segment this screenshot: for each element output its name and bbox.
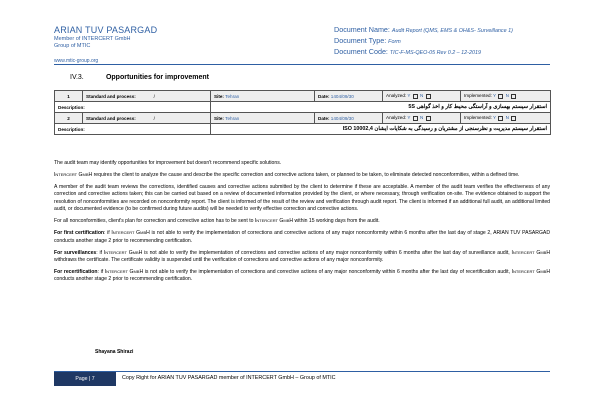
implemented-yes-checkbox[interactable] xyxy=(498,116,503,121)
site-label: Site: xyxy=(214,115,224,121)
first-certification-label: For first certification xyxy=(54,230,105,237)
site-value: Tehran xyxy=(225,93,240,99)
date-value: 1404/09/30 xyxy=(330,93,354,99)
yes-label: Y xyxy=(493,115,497,121)
table-row xyxy=(55,91,551,102)
copyright-text: Copy Right for ARIAN TUV PASARGAD member of INTERCERT GmbH – Group of MTIC xyxy=(122,375,336,381)
organization-member: Member of INTERCERT GmbH xyxy=(54,36,131,42)
doc-code-row xyxy=(334,47,513,58)
doc-type-label: Document Type: xyxy=(334,36,387,45)
paragraph-text: : if xyxy=(104,230,112,237)
table-row xyxy=(55,102,551,113)
yes-label: Y xyxy=(407,93,411,99)
paragraph-text: is not able to verify the implementation of corrections and corrective actions of any major nonconformity within 6 months after the last day of surveillance audit, xyxy=(142,249,512,256)
page-number: Page | 7 xyxy=(54,372,116,386)
standard-label: Standard and process: xyxy=(86,115,136,121)
organization-block xyxy=(54,25,157,50)
doc-name-label: Document Name: xyxy=(334,25,390,34)
standard-label: Standard and process: xyxy=(86,93,136,99)
analyzed-yes-checkbox[interactable] xyxy=(413,94,418,99)
doc-name-row xyxy=(334,25,513,36)
implemented-cell xyxy=(461,91,551,102)
site-label: Site: xyxy=(214,93,224,99)
website-url: www.mtic-group.org xyxy=(54,58,99,64)
improvement-table xyxy=(54,90,551,135)
recertification-label: For recertification xyxy=(54,269,98,276)
paragraph-text: within 15 working days from the audit. xyxy=(293,218,380,225)
date-value: 1404/09/30 xyxy=(330,115,354,121)
no-label: N xyxy=(419,115,424,121)
site-value: Tehran xyxy=(225,115,240,121)
row-index: 1 xyxy=(55,91,83,102)
analyzed-label: Analyzed: xyxy=(386,115,407,121)
description-value: استقرار سیستم بهسازی و آراستگی محیط کار و اخذ گواهی 5S xyxy=(211,102,551,113)
surveillances-label: For surveillances xyxy=(54,249,97,256)
doc-name-value: Audit Report (QMS, EMS & OH&S- Surveillance 1) xyxy=(391,28,513,34)
section-heading xyxy=(70,74,209,81)
paragraph-text: : if xyxy=(97,269,105,276)
table-row xyxy=(55,113,551,124)
analyzed-yes-checkbox[interactable] xyxy=(413,116,418,121)
analyzed-cell xyxy=(383,113,461,124)
row-index: 2 xyxy=(55,113,83,124)
doc-code-label: Document Code: xyxy=(334,47,388,56)
signature-name: Shayana Shirazi xyxy=(95,349,134,355)
implemented-yes-checkbox[interactable] xyxy=(498,94,503,99)
no-label: N xyxy=(419,93,424,99)
description-value: استقرار سیستم مدیریت و نظرسنجی از مشتریان و رسیدگی به شکایات ایشان ISO 10002,4 xyxy=(211,124,551,135)
site-cell xyxy=(211,113,315,124)
analyzed-cell xyxy=(383,91,461,102)
brand-name: Intercert GmbH xyxy=(54,172,93,178)
brand-name: Intercert GmbH xyxy=(511,269,550,276)
implemented-cell xyxy=(461,113,551,124)
paragraph-review: A member of the audit team reviews the corrections, identified causes and corrective actions submitted by the client to determine if these are acceptable. A member of the audit team verifies the effectiveness of any correction and corrective actions taken; this can be carried out based on a review of documented information provided by the client, or where necessary, through verification on-site. The evidence obtained to support the resolution of nonconformities are recorded on nonconformity report. The client is informed of the result of the review and verification through audit report. The client is informed if an additional full audit, an additional limited audit, or documented evidence (to be confirmed during future audits) will be needed to verify effective correction and corrective actions. xyxy=(54,184,550,213)
date-label: Date: xyxy=(318,93,330,99)
brand-name: Intercert GmbH xyxy=(103,249,143,256)
body-text xyxy=(54,160,550,288)
section-number: IV.3. xyxy=(70,74,84,81)
organization-name: ARIAN TUV PASARGAD xyxy=(54,25,158,35)
paragraph-recertification xyxy=(54,269,550,284)
paragraph-surveillances xyxy=(54,250,550,265)
paragraph-text: : if xyxy=(96,249,104,256)
standard-value: / xyxy=(153,93,155,99)
analyzed-no-checkbox[interactable] xyxy=(426,94,431,99)
analyzed-label: Analyzed: xyxy=(386,93,407,99)
analyzed-no-checkbox[interactable] xyxy=(426,116,431,121)
paragraph-text: conducts another stage 2 prior to recommending certification. xyxy=(54,276,193,283)
brand-name: Intercert GmbH xyxy=(111,230,150,237)
paragraph-plan xyxy=(54,218,550,225)
implemented-no-checkbox[interactable] xyxy=(511,94,516,99)
description-label: Description: xyxy=(55,102,211,113)
paragraph-text: For all nonconformities, client's plan for correction and corrective action has to be sent to xyxy=(54,218,255,225)
standard-cell xyxy=(83,113,211,124)
date-label: Date: xyxy=(318,115,330,121)
paragraph-intro: The audit team may identify opportunities for improvement but doesn't recommend specific solutions. xyxy=(54,160,282,166)
implemented-label: Implemented: xyxy=(464,93,492,99)
brand-name: Intercert GmbH xyxy=(104,269,144,276)
description-label: Description: xyxy=(55,124,211,135)
header-divider xyxy=(54,64,550,65)
site-cell xyxy=(211,91,315,102)
brand-name: Intercert GmbH xyxy=(254,218,294,225)
date-cell xyxy=(315,91,383,102)
paragraph-first-certification xyxy=(54,230,550,245)
no-label: N xyxy=(505,93,509,99)
section-title: Opportunities for improvement xyxy=(105,74,210,81)
paragraph-text: is not able to verify the implementation of corrections and corrective actions of any major nonconformity within 6 months after the last day of recertification audit, xyxy=(143,269,512,276)
doc-code-value: TIC-F-MS-QEO-05 Rev 0.2 – 12-2019 xyxy=(389,50,481,56)
yes-label: Y xyxy=(407,115,411,121)
implemented-no-checkbox[interactable] xyxy=(511,116,516,121)
page-footer xyxy=(54,371,550,385)
doc-type-value: Form xyxy=(388,39,401,45)
standard-value: / xyxy=(153,115,155,121)
doc-type-row xyxy=(334,36,513,47)
paragraph-text: withdraws the certificate. The certificate validity is suspended until the verification of corrections and corrective actions of any major nonconformity. xyxy=(54,257,384,264)
implemented-label: Implemented: xyxy=(464,115,492,121)
paragraph-requirements xyxy=(54,172,550,179)
yes-label: Y xyxy=(493,93,497,99)
table-row xyxy=(55,124,551,135)
paragraph-text: requires the client to analyze the cause and describe the specific correction and corrective actions taken, or planned to be taken, to eliminate detected nonconformities, within a defined time. xyxy=(92,172,520,178)
document-meta xyxy=(334,25,513,58)
date-cell xyxy=(315,113,383,124)
brand-name: Intercert GmbH xyxy=(511,249,550,256)
paragraph-text: is not able to verify the implementation of corrections and corrective actions of any major nonconformity within 6 months after the last day of stage 2, ARIAN TUV PASARGAD conducts another stage 2 prior to recommending certification. xyxy=(54,230,550,244)
organization-group: Group of MTIC xyxy=(54,43,91,49)
no-label: N xyxy=(505,115,509,121)
standard-cell xyxy=(83,91,211,102)
